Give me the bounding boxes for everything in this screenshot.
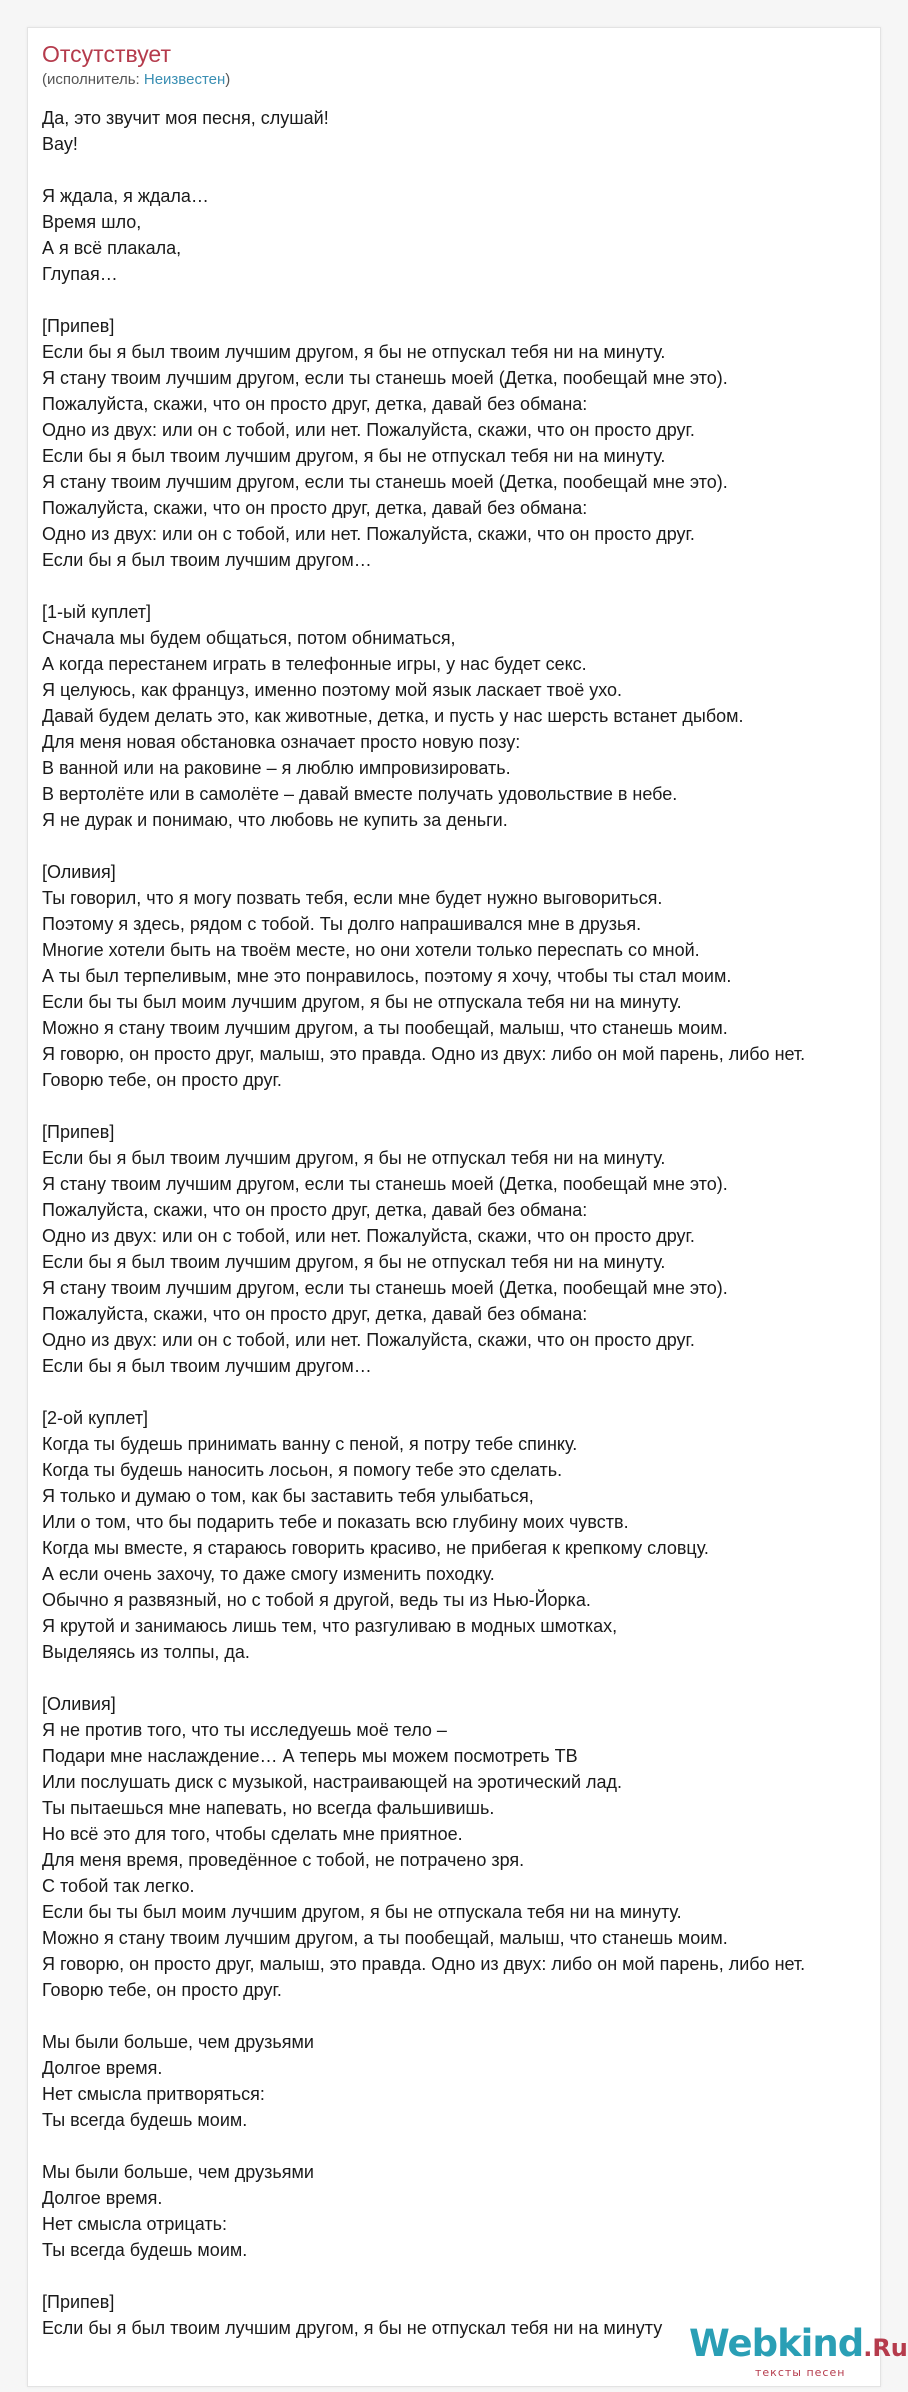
lyrics-line: Время шло, (42, 212, 142, 232)
logo-tld: .Ru (863, 2334, 908, 2362)
lyrics-line: Да, это звучит моя песня, слушай! (42, 108, 329, 128)
lyrics-line: Когда мы вместе, я стараюсь говорить красиво, не прибегая к крепкому словцу. (42, 1538, 709, 1558)
lyrics-line: Глупая… (42, 264, 118, 284)
lyrics-line: Но всё это для того, чтобы сделать мне приятное. (42, 1824, 463, 1844)
lyrics-line: А ты был терпеливым, мне это понравилось, поэтому я хочу, чтобы ты стал моим. (42, 966, 732, 986)
lyrics-line: Я стану твоим лучшим другом, если ты станешь моей (Детка, пообещай мне это). (42, 1174, 728, 1194)
lyrics-line: Когда ты будешь принимать ванну с пеной, я потру тебе спинку. (42, 1434, 578, 1454)
lyrics-line: В ванной или на раковине – я люблю импровизировать. (42, 758, 511, 778)
lyrics-line: [Припев] (42, 2292, 115, 2312)
lyrics-line: Если бы ты был моим лучшим другом, я бы не отпускала тебя ни на минуту. (42, 992, 682, 1012)
lyrics-line: Пожалуйста, скажи, что он просто друг, детка, давай без обмана: (42, 394, 588, 414)
lyrics-line: Я говорю, он просто друг, малыш, это правда. Одно из двух: либо он мой парень, либо нет. (42, 1954, 806, 1974)
lyrics-line: С тобой так легко. (42, 1876, 195, 1896)
lyrics-line: А если очень захочу, то даже смогу изменить походку. (42, 1564, 495, 1584)
performer-prefix: (исполнитель: (42, 71, 144, 88)
lyrics-line: Пожалуйста, скажи, что он просто друг, детка, давай без обмана: (42, 1200, 588, 1220)
lyrics-line: Или послушать диск с музыкой, настраивающей на эротический лад. (42, 1772, 623, 1792)
lyrics-line: Когда ты будешь наносить лосьон, я помогу тебе это сделать. (42, 1460, 563, 1480)
lyrics-line: Если бы я был твоим лучшим другом, я бы не отпускал тебя ни на минуту (42, 2318, 663, 2338)
lyrics-line: Говорю тебе, он просто друг. (42, 1070, 282, 1090)
lyrics-line: Пожалуйста, скажи, что он просто друг, детка, давай без обмана: (42, 1304, 588, 1324)
lyrics-line: Ты пытаешься мне напевать, но всегда фальшивишь. (42, 1798, 495, 1818)
lyrics-line: Вау! (42, 134, 78, 154)
lyrics-blank-line (42, 2133, 906, 2159)
lyrics-blank-line (42, 1379, 906, 1405)
lyrics-line: Ты говорил, что я могу позвать тебя, если мне будет нужно выговориться. (42, 888, 663, 908)
lyrics-line: Ты всегда будешь моим. (42, 2110, 248, 2130)
lyrics-line: Я не дурак и понимаю, что любовь не купить за деньги. (42, 810, 508, 830)
logo-main-text: Webkind (689, 2322, 864, 2365)
lyrics-line: [Припев] (42, 316, 115, 336)
logo-tagline: тексты песен (755, 2366, 846, 2379)
lyrics-line: Я стану твоим лучшим другом, если ты станешь моей (Детка, пообещай мне это). (42, 1278, 728, 1298)
lyrics-line: Долгое время. (42, 2188, 163, 2208)
lyrics-line: Говорю тебе, он просто друг. (42, 1980, 282, 2000)
lyrics-line: Пожалуйста, скажи, что он просто друг, детка, давай без обмана: (42, 498, 588, 518)
lyrics-blank-line (42, 1665, 906, 1691)
lyrics-line: Можно я стану твоим лучшим другом, а ты пообещай, малыш, что станешь моим. (42, 1018, 728, 1038)
lyrics-line: [2-ой куплет] (42, 1408, 149, 1428)
lyrics-line: Если бы ты был моим лучшим другом, я бы не отпускала тебя ни на минуту. (42, 1902, 682, 1922)
lyrics-line: Если бы я был твоим лучшим другом, я бы не отпускал тебя ни на минуту. (42, 1252, 666, 1272)
lyrics-line: Нет смысла притворяться: (42, 2084, 265, 2104)
lyrics-line: Если бы я был твоим лучшим другом, я бы не отпускал тебя ни на минуту. (42, 446, 666, 466)
lyrics-blank-line (42, 833, 906, 859)
lyrics-line: Многие хотели быть на твоём месте, но они хотели только переспать со мной. (42, 940, 700, 960)
lyrics-line: Подари мне наслаждение… А теперь мы можем посмотреть ТВ (42, 1746, 578, 1766)
lyrics-line: Обычно я развязный, но с тобой я другой, ведь ты из Нью-Йорка. (42, 1590, 591, 1610)
webkind-logo[interactable] (689, 2322, 908, 2384)
lyrics-line: Если бы я был твоим лучшим другом… (42, 1356, 372, 1376)
lyrics-line: Выделяясь из толпы, да. (42, 1642, 250, 1662)
lyrics-line: Одно из двух: или он с тобой, или нет. Пожалуйста, скажи, что он просто друг. (42, 1226, 695, 1246)
lyrics-line: В вертолёте или в самолёте – давай вместе получать удовольствие в небе. (42, 784, 678, 804)
lyrics-line: Одно из двух: или он с тобой, или нет. Пожалуйста, скажи, что он просто друг. (42, 420, 695, 440)
lyrics-line: Я только и думаю о том, как бы заставить тебя улыбаться, (42, 1486, 534, 1506)
performer-link[interactable]: Неизвестен (143, 71, 226, 88)
lyrics-blank-line (42, 573, 906, 599)
lyrics-line: Поэтому я здесь, рядом с тобой. Ты долго напрашивался мне в друзья. (42, 914, 642, 934)
lyrics-blank-line (42, 1093, 906, 1119)
lyrics-line: Мы были больше, чем друзьями (42, 2032, 314, 2052)
lyrics-line: Я не против того, что ты исследуешь моё тело – (42, 1720, 447, 1740)
lyrics-line: Ты всегда будешь моим. (42, 2240, 248, 2260)
lyrics-line: Долгое время. (42, 2058, 163, 2078)
lyrics-line: Если бы я был твоим лучшим другом… (42, 550, 372, 570)
lyrics-blank-line (42, 2003, 906, 2029)
lyrics-line: [1-ый куплет] (42, 602, 151, 622)
lyrics-blank-line (42, 157, 906, 183)
lyrics-line: Если бы я был твоим лучшим другом, я бы не отпускал тебя ни на минуту. (42, 342, 666, 362)
lyrics-line: [Припев] (42, 1122, 115, 1142)
lyrics-line: Я стану твоим лучшим другом, если ты станешь моей (Детка, пообещай мне это). (42, 472, 728, 492)
song-title: Отсутствует (42, 41, 171, 67)
lyrics-line: Для меня новая обстановка означает просто новую позу: (42, 732, 521, 752)
lyrics-line: Одно из двух: или он с тобой, или нет. Пожалуйста, скажи, что он просто друг. (42, 524, 695, 544)
lyrics-line: [Оливия] (42, 862, 116, 882)
lyrics-line: Я стану твоим лучшим другом, если ты станешь моей (Детка, пообещай мне это). (42, 368, 728, 388)
lyrics-line: Или о том, что бы подарить тебе и показать всю глубину моих чувств. (42, 1512, 629, 1532)
lyrics-line: Я целуюсь, как француз, именно поэтому мой язык ласкает твоё ухо. (42, 680, 623, 700)
lyrics-line: Сначала мы будем общаться, потом обниматься, (42, 628, 456, 648)
lyrics-line: Можно я стану твоим лучшим другом, а ты пообещай, малыш, что станешь моим. (42, 1928, 728, 1948)
lyrics-line: Я крутой и занимаюсь лишь тем, что разгуливаю в модных шмотках, (42, 1616, 618, 1636)
logo-wordmark (689, 2322, 908, 2370)
lyrics-line: Для меня время, проведённое с тобой, не потрачено зря. (42, 1850, 525, 1870)
lyrics-blank-line (42, 287, 906, 313)
lyrics-line: Давай будем делать это, как животные, детка, и пусть у нас шерсть встанет дыбом. (42, 706, 744, 726)
lyrics-line: Нет смысла отрицать: (42, 2214, 227, 2234)
lyrics-line: А когда перестанем играть в телефонные игры, у нас будет секс. (42, 654, 587, 674)
lyrics-blank-line (42, 2263, 906, 2289)
lyrics-line: Я ждала, я ждала… (42, 186, 209, 206)
lyrics-line: Если бы я был твоим лучшим другом, я бы не отпускал тебя ни на минуту. (42, 1148, 666, 1168)
lyrics-line: А я всё плакала, (42, 238, 182, 258)
performer-line (42, 70, 230, 90)
lyrics-line: Я говорю, он просто друг, малыш, это правда. Одно из двух: либо он мой парень, либо нет. (42, 1044, 806, 1064)
lyrics-line: Мы были больше, чем друзьями (42, 2162, 314, 2182)
lyrics-body (42, 105, 906, 2341)
lyrics-line: Одно из двух: или он с тобой, или нет. Пожалуйста, скажи, что он просто друг. (42, 1330, 695, 1350)
lyrics-line: [Оливия] (42, 1694, 116, 1714)
performer-suffix: ) (225, 71, 231, 88)
